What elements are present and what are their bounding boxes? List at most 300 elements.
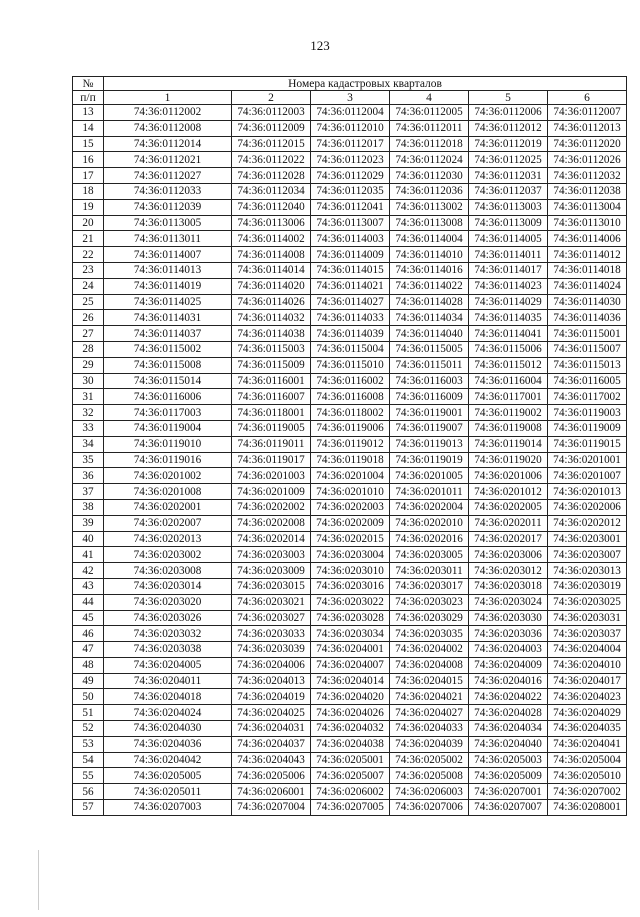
header-column-1: 1 — [104, 91, 232, 105]
cadastral-number-cell: 74:36:0115008 — [104, 357, 232, 373]
table-row — [73, 531, 627, 547]
row-number: 39 — [73, 515, 104, 531]
cadastral-number-cell: 74:36:0112020 — [548, 136, 627, 152]
cadastral-number-cell: 74:36:0203033 — [232, 626, 311, 642]
cadastral-number-cell: 74:36:0204041 — [548, 736, 627, 752]
table-row — [73, 768, 627, 784]
cadastral-number-cell: 74:36:0112037 — [469, 183, 548, 199]
cadastral-number-cell: 74:36:0115004 — [311, 341, 390, 357]
cadastral-number-cell: 74:36:0204028 — [469, 705, 548, 721]
cadastral-number-cell: 74:36:0204019 — [232, 689, 311, 705]
cadastral-number-cell: 74:36:0202008 — [232, 515, 311, 531]
cadastral-number-cell: 74:36:0113008 — [390, 215, 469, 231]
table-row — [73, 626, 627, 642]
cadastral-number-cell: 74:36:0201008 — [104, 484, 232, 500]
row-number: 26 — [73, 310, 104, 326]
cadastral-number-cell: 74:36:0114009 — [311, 247, 390, 263]
cadastral-number-cell: 74:36:0204004 — [548, 642, 627, 658]
table-row — [73, 278, 627, 294]
cadastral-number-cell: 74:36:0119006 — [311, 420, 390, 436]
cadastral-number-cell: 74:36:0114004 — [390, 231, 469, 247]
cadastral-number-cell: 74:36:0112011 — [390, 120, 469, 136]
cadastral-number-cell: 74:36:0114010 — [390, 247, 469, 263]
header-number-label: № — [73, 77, 104, 91]
cadastral-number-cell: 74:36:0205010 — [548, 768, 627, 784]
cadastral-number-cell: 74:36:0202007 — [104, 515, 232, 531]
row-number: 36 — [73, 468, 104, 484]
cadastral-number-cell: 74:36:0114028 — [390, 294, 469, 310]
cadastral-number-cell: 74:36:0207003 — [104, 800, 232, 816]
cadastral-number-cell: 74:36:0204040 — [469, 736, 548, 752]
cadastral-number-cell: 74:36:0113003 — [469, 199, 548, 215]
cadastral-number-cell: 74:36:0201001 — [548, 452, 627, 468]
cadastral-number-cell: 74:36:0202016 — [390, 531, 469, 547]
cadastral-number-cell: 74:36:0204010 — [548, 657, 627, 673]
cadastral-number-cell: 74:36:0203038 — [104, 642, 232, 658]
cadastral-number-cell: 74:36:0116006 — [104, 389, 232, 405]
table-row — [73, 120, 627, 136]
cadastral-number-cell: 74:36:0204033 — [390, 721, 469, 737]
cadastral-number-cell: 74:36:0113006 — [232, 215, 311, 231]
cadastral-number-cell: 74:36:0115005 — [390, 341, 469, 357]
cadastral-number-cell: 74:36:0114039 — [311, 326, 390, 342]
cadastral-number-cell: 74:36:0201013 — [548, 484, 627, 500]
cadastral-number-cell: 74:36:0119007 — [390, 420, 469, 436]
row-number: 29 — [73, 357, 104, 373]
cadastral-number-cell: 74:36:0112039 — [104, 199, 232, 215]
cadastral-number-cell: 74:36:0202013 — [104, 531, 232, 547]
table-row — [73, 610, 627, 626]
cadastral-number-cell: 74:36:0203006 — [469, 547, 548, 563]
row-number: 28 — [73, 341, 104, 357]
table-row — [73, 752, 627, 768]
row-number: 47 — [73, 642, 104, 658]
table-row — [73, 499, 627, 515]
cadastral-number-cell: 74:36:0201009 — [232, 484, 311, 500]
row-number: 49 — [73, 673, 104, 689]
cadastral-number-cell: 74:36:0203018 — [469, 578, 548, 594]
cadastral-number-cell: 74:36:0119002 — [469, 405, 548, 421]
cadastral-number-cell: 74:36:0114014 — [232, 262, 311, 278]
cadastral-number-cell: 74:36:0113004 — [548, 199, 627, 215]
cadastral-number-cell: 74:36:0204026 — [311, 705, 390, 721]
cadastral-number-cell: 74:36:0201002 — [104, 468, 232, 484]
cadastral-number-cell: 74:36:0119014 — [469, 436, 548, 452]
cadastral-number-cell: 74:36:0112025 — [469, 152, 548, 168]
row-number: 30 — [73, 373, 104, 389]
cadastral-number-cell: 74:36:0204005 — [104, 657, 232, 673]
table-row — [73, 705, 627, 721]
row-number: 20 — [73, 215, 104, 231]
cadastral-number-cell: 74:36:0204030 — [104, 721, 232, 737]
cadastral-number-cell: 74:36:0204020 — [311, 689, 390, 705]
cadastral-number-cell: 74:36:0114036 — [548, 310, 627, 326]
table-row — [73, 594, 627, 610]
cadastral-number-cell: 74:36:0203035 — [390, 626, 469, 642]
cadastral-number-cell: 74:36:0116003 — [390, 373, 469, 389]
cadastral-number-cell: 74:36:0119005 — [232, 420, 311, 436]
cadastral-number-cell: 74:36:0204011 — [104, 673, 232, 689]
row-number: 13 — [73, 105, 104, 121]
cadastral-number-cell: 74:36:0113002 — [390, 199, 469, 215]
cadastral-number-cell: 74:36:0116001 — [232, 373, 311, 389]
cadastral-number-cell: 74:36:0203002 — [104, 547, 232, 563]
cadastral-number-cell: 74:36:0112031 — [469, 168, 548, 184]
cadastral-number-cell: 74:36:0204008 — [390, 657, 469, 673]
cadastral-number-cell: 74:36:0114025 — [104, 294, 232, 310]
cadastral-number-cell: 74:36:0205005 — [104, 768, 232, 784]
cadastral-number-cell: 74:36:0114012 — [548, 247, 627, 263]
cadastral-number-cell: 74:36:0204035 — [548, 721, 627, 737]
cadastral-number-cell: 74:36:0202009 — [311, 515, 390, 531]
cadastral-number-cell: 74:36:0204042 — [104, 752, 232, 768]
cadastral-number-cell: 74:36:0204016 — [469, 673, 548, 689]
row-number: 41 — [73, 547, 104, 563]
cadastral-number-cell: 74:36:0114022 — [390, 278, 469, 294]
cadastral-number-cell: 74:36:0205001 — [311, 752, 390, 768]
row-number: 51 — [73, 705, 104, 721]
cadastral-number-cell: 74:36:0112036 — [390, 183, 469, 199]
row-number: 19 — [73, 199, 104, 215]
cadastral-number-cell: 74:36:0112014 — [104, 136, 232, 152]
cadastral-number-cell: 74:36:0113007 — [311, 215, 390, 231]
row-number: 18 — [73, 183, 104, 199]
cadastral-number-cell: 74:36:0203025 — [548, 594, 627, 610]
cadastral-number-cell: 74:36:0112008 — [104, 120, 232, 136]
cadastral-number-cell: 74:36:0112004 — [311, 105, 390, 121]
cadastral-number-cell: 74:36:0119009 — [548, 420, 627, 436]
cadastral-number-cell: 74:36:0114007 — [104, 247, 232, 263]
cadastral-number-cell: 74:36:0115009 — [232, 357, 311, 373]
cadastral-number-cell: 74:36:0114018 — [548, 262, 627, 278]
cadastral-number-cell: 74:36:0119013 — [390, 436, 469, 452]
table-row — [73, 247, 627, 263]
row-number: 17 — [73, 168, 104, 184]
cadastral-number-cell: 74:36:0204023 — [548, 689, 627, 705]
cadastral-number-cell: 74:36:0112012 — [469, 120, 548, 136]
cadastral-number-cell: 74:36:0203027 — [232, 610, 311, 626]
cadastral-number-cell: 74:36:0112013 — [548, 120, 627, 136]
cadastral-number-cell: 74:36:0203009 — [232, 563, 311, 579]
header-column-3: 3 — [311, 91, 390, 105]
cadastral-number-cell: 74:36:0112021 — [104, 152, 232, 168]
cadastral-number-cell: 74:36:0203020 — [104, 594, 232, 610]
cadastral-number-cell: 74:36:0112030 — [390, 168, 469, 184]
row-number: 22 — [73, 247, 104, 263]
cadastral-number-cell: 74:36:0112010 — [311, 120, 390, 136]
cadastral-number-cell: 74:36:0203029 — [390, 610, 469, 626]
row-number: 15 — [73, 136, 104, 152]
table-row — [73, 199, 627, 215]
table-row — [73, 736, 627, 752]
table-row — [73, 215, 627, 231]
page-number: 123 — [310, 38, 330, 53]
cadastral-number-cell: 74:36:0204036 — [104, 736, 232, 752]
table-row — [73, 642, 627, 658]
cadastral-number-cell: 74:36:0205006 — [232, 768, 311, 784]
cadastral-number-cell: 74:36:0206003 — [390, 784, 469, 800]
table-row — [73, 800, 627, 816]
cadastral-number-cell: 74:36:0117003 — [104, 405, 232, 421]
cadastral-number-cell: 74:36:0207002 — [548, 784, 627, 800]
cadastral-number-cell: 74:36:0113011 — [104, 231, 232, 247]
cadastral-number-cell: 74:36:0112023 — [311, 152, 390, 168]
table-row — [73, 420, 627, 436]
table-row — [73, 262, 627, 278]
cadastral-number-cell: 74:36:0116007 — [232, 389, 311, 405]
cadastral-number-cell: 74:36:0119003 — [548, 405, 627, 421]
cadastral-number-cell: 74:36:0114030 — [548, 294, 627, 310]
row-number: 23 — [73, 262, 104, 278]
cadastral-number-cell: 74:36:0207007 — [469, 800, 548, 816]
cadastral-number-cell: 74:36:0118002 — [311, 405, 390, 421]
cadastral-number-cell: 74:36:0112035 — [311, 183, 390, 199]
cadastral-number-cell: 74:36:0202010 — [390, 515, 469, 531]
cadastral-number-cell: 74:36:0205011 — [104, 784, 232, 800]
cadastral-number-cell: 74:36:0114031 — [104, 310, 232, 326]
cadastral-number-cell: 74:36:0112006 — [469, 105, 548, 121]
cadastral-number-cell: 74:36:0116008 — [311, 389, 390, 405]
cadastral-number-cell: 74:36:0203031 — [548, 610, 627, 626]
cadastral-number-cell: 74:36:0207004 — [232, 800, 311, 816]
table-body — [73, 105, 627, 816]
table-header — [73, 77, 627, 105]
header-row-columns — [73, 91, 627, 105]
cadastral-number-cell: 74:36:0204022 — [469, 689, 548, 705]
cadastral-number-cell: 74:36:0205004 — [548, 752, 627, 768]
cadastral-number-cell: 74:36:0202001 — [104, 499, 232, 515]
cadastral-number-cell: 74:36:0119008 — [469, 420, 548, 436]
cadastral-number-cell: 74:36:0114023 — [469, 278, 548, 294]
cadastral-number-cell: 74:36:0203028 — [311, 610, 390, 626]
cadastral-number-cell: 74:36:0204032 — [311, 721, 390, 737]
cadastral-number-cell: 74:36:0201010 — [311, 484, 390, 500]
cadastral-number-cell: 74:36:0201007 — [548, 468, 627, 484]
cadastral-number-cell: 74:36:0112015 — [232, 136, 311, 152]
cadastral-number-cell: 74:36:0202011 — [469, 515, 548, 531]
table-row — [73, 105, 627, 121]
table-row — [73, 136, 627, 152]
row-number: 46 — [73, 626, 104, 642]
cadastral-number-cell: 74:36:0205003 — [469, 752, 548, 768]
cadastral-number-cell: 74:36:0114026 — [232, 294, 311, 310]
cadastral-number-cell: 74:36:0114029 — [469, 294, 548, 310]
cadastral-number-cell: 74:36:0205009 — [469, 768, 548, 784]
cadastral-number-cell: 74:36:0115012 — [469, 357, 548, 373]
cadastral-number-cell: 74:36:0114027 — [311, 294, 390, 310]
table-row — [73, 183, 627, 199]
table-row — [73, 468, 627, 484]
cadastral-number-cell: 74:36:0203003 — [232, 547, 311, 563]
cadastral-number-cell: 74:36:0112007 — [548, 105, 627, 121]
row-number: 27 — [73, 326, 104, 342]
header-column-5: 5 — [469, 91, 548, 105]
cadastral-number-cell: 74:36:0114008 — [232, 247, 311, 263]
table-row — [73, 389, 627, 405]
table-row — [73, 405, 627, 421]
cadastral-number-cell: 74:36:0112018 — [390, 136, 469, 152]
cadastral-number-cell: 74:36:0117001 — [469, 389, 548, 405]
cadastral-number-cell: 74:36:0113005 — [104, 215, 232, 231]
cadastral-number-cell: 74:36:0203011 — [390, 563, 469, 579]
cadastral-number-cell: 74:36:0204001 — [311, 642, 390, 658]
table-row — [73, 341, 627, 357]
cadastral-number-cell: 74:36:0203010 — [311, 563, 390, 579]
cadastral-number-cell: 74:36:0204002 — [390, 642, 469, 658]
cadastral-number-cell: 74:36:0202006 — [548, 499, 627, 515]
cadastral-number-cell: 74:36:0203013 — [548, 563, 627, 579]
cadastral-number-cell: 74:36:0203036 — [469, 626, 548, 642]
cadastral-number-cell: 74:36:0119015 — [548, 436, 627, 452]
cadastral-number-cell: 74:36:0119020 — [469, 452, 548, 468]
cadastral-number-cell: 74:36:0204018 — [104, 689, 232, 705]
cadastral-number-cell: 74:36:0205007 — [311, 768, 390, 784]
header-column-6: 6 — [548, 91, 627, 105]
cadastral-number-cell: 74:36:0116002 — [311, 373, 390, 389]
cadastral-number-cell: 74:36:0203026 — [104, 610, 232, 626]
cadastral-quarters-table — [72, 76, 627, 816]
row-number: 42 — [73, 563, 104, 579]
cadastral-number-cell: 74:36:0205008 — [390, 768, 469, 784]
cadastral-number-cell: 74:36:0203007 — [548, 547, 627, 563]
header-number-sublabel: п/п — [73, 91, 104, 105]
cadastral-number-cell: 74:36:0206001 — [232, 784, 311, 800]
cadastral-number-cell: 74:36:0114034 — [390, 310, 469, 326]
cadastral-number-cell: 74:36:0117002 — [548, 389, 627, 405]
cadastral-number-cell: 74:36:0202012 — [548, 515, 627, 531]
row-number: 54 — [73, 752, 104, 768]
cadastral-number-cell: 74:36:0207006 — [390, 800, 469, 816]
cadastral-number-cell: 74:36:0204021 — [390, 689, 469, 705]
cadastral-number-cell: 74:36:0204043 — [232, 752, 311, 768]
cadastral-number-cell: 74:36:0202003 — [311, 499, 390, 515]
cadastral-number-cell: 74:36:0112017 — [311, 136, 390, 152]
cadastral-number-cell: 74:36:0112028 — [232, 168, 311, 184]
cadastral-number-cell: 74:36:0204027 — [390, 705, 469, 721]
cadastral-number-cell: 74:36:0115006 — [469, 341, 548, 357]
cadastral-number-cell: 74:36:0116004 — [469, 373, 548, 389]
cadastral-number-cell: 74:36:0114038 — [232, 326, 311, 342]
cadastral-number-cell: 74:36:0204017 — [548, 673, 627, 689]
cadastral-number-cell: 74:36:0203014 — [104, 578, 232, 594]
cadastral-number-cell: 74:36:0204031 — [232, 721, 311, 737]
cadastral-number-cell: 74:36:0203019 — [548, 578, 627, 594]
table-row — [73, 436, 627, 452]
table-row — [73, 784, 627, 800]
header-column-2: 2 — [232, 91, 311, 105]
table-row — [73, 563, 627, 579]
cadastral-number-cell: 74:36:0115013 — [548, 357, 627, 373]
row-number: 32 — [73, 405, 104, 421]
row-number: 24 — [73, 278, 104, 294]
header-column-4: 4 — [390, 91, 469, 105]
cadastral-number-cell: 74:36:0201012 — [469, 484, 548, 500]
row-number: 56 — [73, 784, 104, 800]
cadastral-number-cell: 74:36:0119001 — [390, 405, 469, 421]
cadastral-number-cell: 74:36:0115001 — [548, 326, 627, 342]
row-number: 38 — [73, 499, 104, 515]
cadastral-number-cell: 74:36:0119016 — [104, 452, 232, 468]
cadastral-number-cell: 74:36:0114032 — [232, 310, 311, 326]
table-row — [73, 578, 627, 594]
cadastral-number-cell: 74:36:0203024 — [469, 594, 548, 610]
cadastral-number-cell: 74:36:0207001 — [469, 784, 548, 800]
table-row — [73, 547, 627, 563]
cadastral-number-cell: 74:36:0112033 — [104, 183, 232, 199]
cadastral-number-cell: 74:36:0203012 — [469, 563, 548, 579]
cadastral-number-cell: 74:36:0119019 — [390, 452, 469, 468]
cadastral-number-cell: 74:36:0203037 — [548, 626, 627, 642]
cadastral-number-cell: 74:36:0204015 — [390, 673, 469, 689]
cadastral-number-cell: 74:36:0112024 — [390, 152, 469, 168]
cadastral-number-cell: 74:36:0114006 — [548, 231, 627, 247]
cadastral-number-cell: 74:36:0207005 — [311, 800, 390, 816]
cadastral-number-cell: 74:36:0112022 — [232, 152, 311, 168]
cadastral-number-cell: 74:36:0119004 — [104, 420, 232, 436]
cadastral-number-cell: 74:36:0201006 — [469, 468, 548, 484]
cadastral-number-cell: 74:36:0202005 — [469, 499, 548, 515]
cadastral-number-cell: 74:36:0112029 — [311, 168, 390, 184]
cadastral-number-cell: 74:36:0204013 — [232, 673, 311, 689]
cadastral-number-cell: 74:36:0114041 — [469, 326, 548, 342]
cadastral-number-cell: 74:36:0203016 — [311, 578, 390, 594]
cadastral-number-cell: 74:36:0206002 — [311, 784, 390, 800]
cadastral-number-cell: 74:36:0203021 — [232, 594, 311, 610]
cadastral-number-cell: 74:36:0203032 — [104, 626, 232, 642]
cadastral-number-cell: 74:36:0114033 — [311, 310, 390, 326]
cadastral-number-cell: 74:36:0204038 — [311, 736, 390, 752]
table-row — [73, 152, 627, 168]
cadastral-number-cell: 74:36:0119018 — [311, 452, 390, 468]
cadastral-number-cell: 74:36:0203008 — [104, 563, 232, 579]
table-row — [73, 515, 627, 531]
cadastral-number-cell: 74:36:0203022 — [311, 594, 390, 610]
cadastral-number-cell: 74:36:0115003 — [232, 341, 311, 357]
cadastral-number-cell: 74:36:0119010 — [104, 436, 232, 452]
row-number: 48 — [73, 657, 104, 673]
cadastral-number-cell: 74:36:0204024 — [104, 705, 232, 721]
table-row — [73, 721, 627, 737]
row-number: 44 — [73, 594, 104, 610]
cadastral-number-cell: 74:36:0115014 — [104, 373, 232, 389]
cadastral-number-cell: 74:36:0204025 — [232, 705, 311, 721]
table-row — [73, 357, 627, 373]
table-row — [73, 310, 627, 326]
cadastral-number-cell: 74:36:0203030 — [469, 610, 548, 626]
cadastral-number-cell: 74:36:0112003 — [232, 105, 311, 121]
row-number: 14 — [73, 120, 104, 136]
row-number: 52 — [73, 721, 104, 737]
row-number: 40 — [73, 531, 104, 547]
cadastral-number-cell: 74:36:0204029 — [548, 705, 627, 721]
cadastral-number-cell: 74:36:0203004 — [311, 547, 390, 563]
cadastral-number-cell: 74:36:0204034 — [469, 721, 548, 737]
cadastral-number-cell: 74:36:0202017 — [469, 531, 548, 547]
cadastral-number-cell: 74:36:0113010 — [548, 215, 627, 231]
cadastral-number-cell: 74:36:0203001 — [548, 531, 627, 547]
cadastral-number-cell: 74:36:0112002 — [104, 105, 232, 121]
cadastral-number-cell: 74:36:0204006 — [232, 657, 311, 673]
cadastral-number-cell: 74:36:0116005 — [548, 373, 627, 389]
table-row — [73, 231, 627, 247]
cadastral-number-cell: 74:36:0202004 — [390, 499, 469, 515]
table-row — [73, 484, 627, 500]
cadastral-number-cell: 74:36:0114037 — [104, 326, 232, 342]
cadastral-number-cell: 74:36:0119017 — [232, 452, 311, 468]
cadastral-number-cell: 74:36:0204039 — [390, 736, 469, 752]
cadastral-number-cell: 74:36:0112019 — [469, 136, 548, 152]
cadastral-number-cell: 74:36:0203015 — [232, 578, 311, 594]
